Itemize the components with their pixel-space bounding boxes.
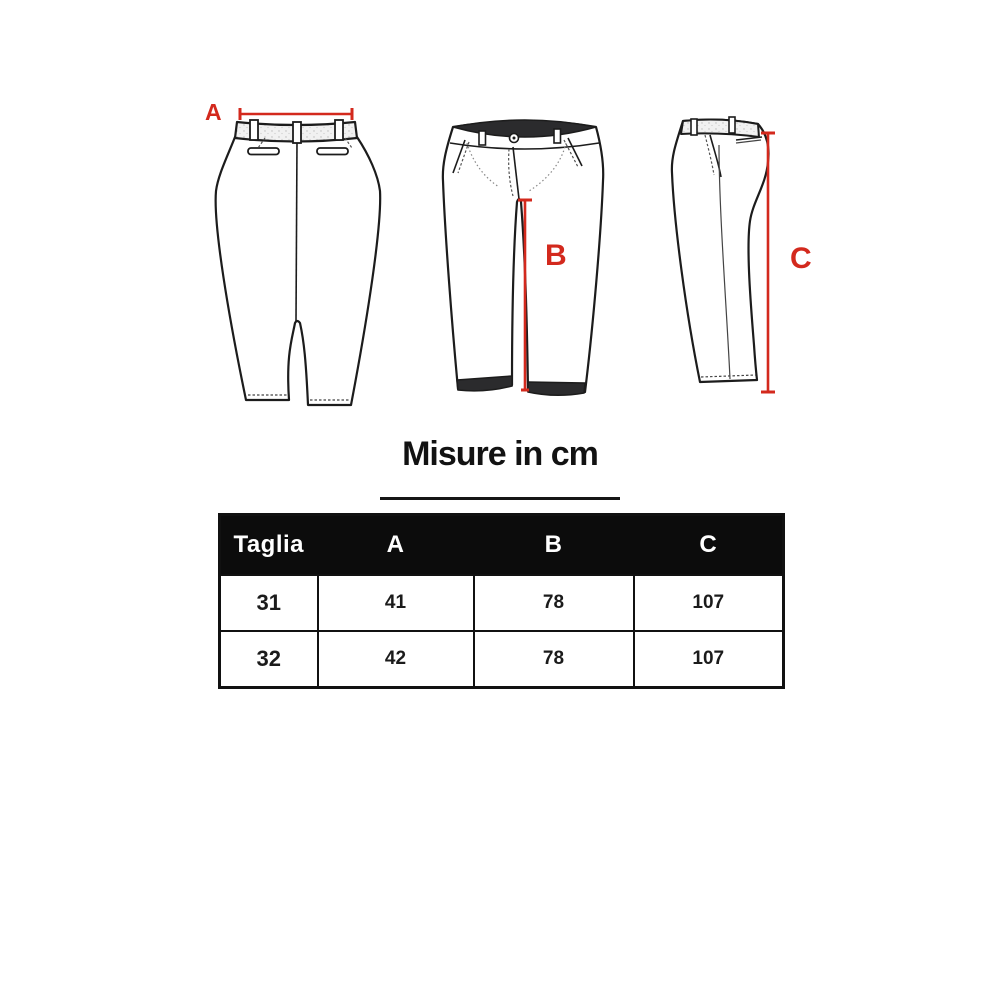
measure-label-c: C [790,242,812,275]
header-a: A [318,515,474,576]
pants-back-view-illustration [193,93,413,423]
measurement-line-a [240,108,352,120]
waist-button [510,134,519,143]
cell-size: 32 [220,631,318,688]
header-c: C [634,515,784,576]
cell-b: 78 [474,631,634,688]
cell-size: 31 [220,575,318,631]
pants-back-silhouette [216,137,381,405]
title-underline [380,497,620,500]
cell-b: 78 [474,575,634,631]
measure-label-a: A [205,99,222,125]
header-taglia: Taglia [220,515,318,576]
cell-c: 107 [634,631,784,688]
cell-a: 42 [318,631,474,688]
header-b: B [474,515,634,576]
cell-c: 107 [634,575,784,631]
size-table [218,513,785,689]
cell-a: 41 [318,575,474,631]
page-title: Misure in cm [402,435,598,473]
size-table-header-row [220,515,784,576]
table-row [220,631,784,688]
table-row [220,575,784,631]
center-back-seam [296,141,297,321]
hem-right [528,382,585,395]
pants-front-view-illustration [433,103,618,413]
pants-side-silhouette [672,120,769,382]
measure-label-b: B [545,239,567,272]
